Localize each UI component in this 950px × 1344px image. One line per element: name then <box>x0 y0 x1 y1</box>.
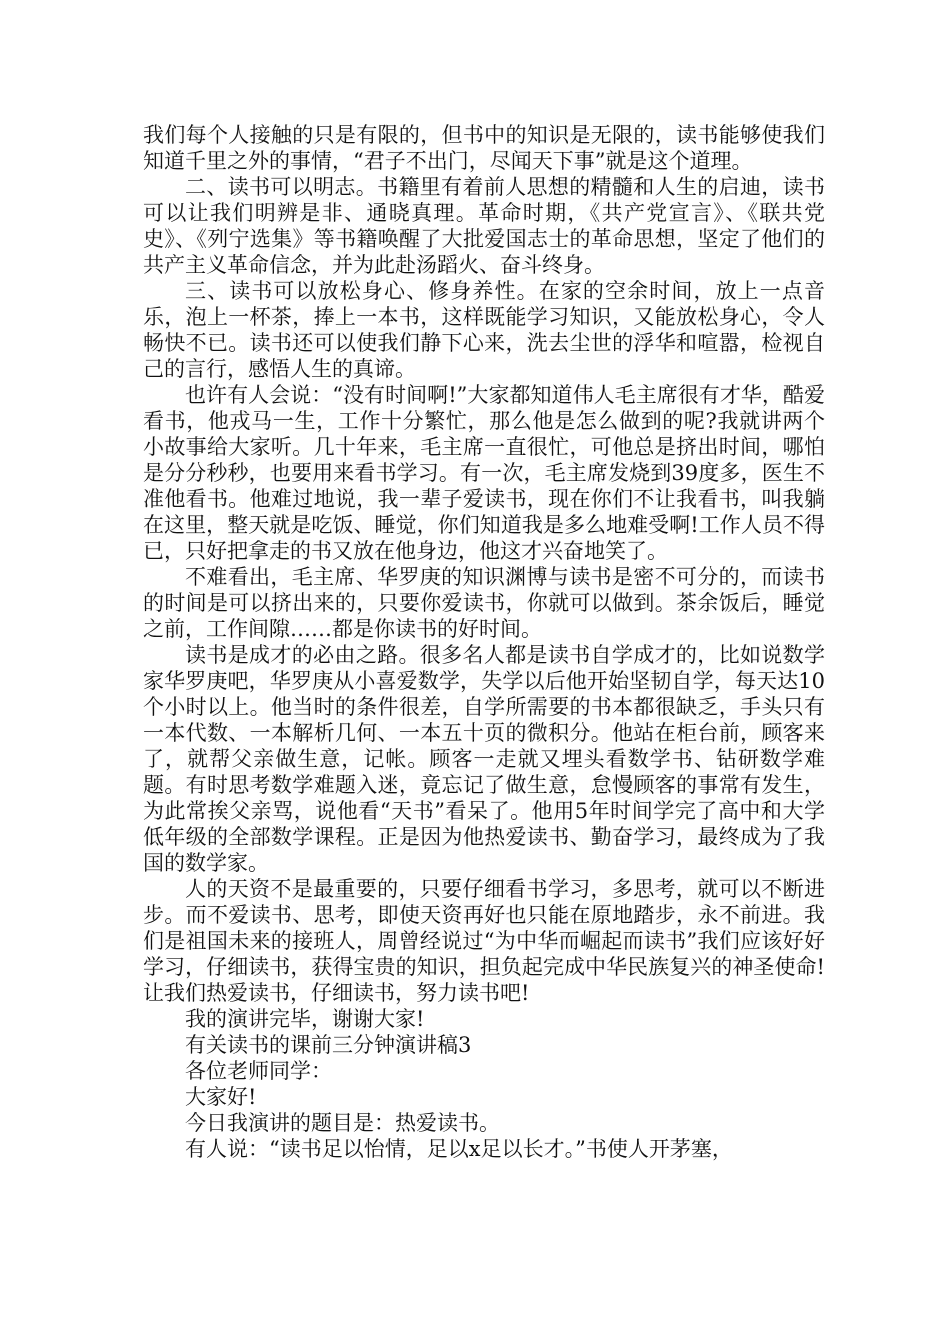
paragraph-point-three: 三、读书可以放松身心、修身养性。在家的空余时间，放上一点音乐，泡上一杯茶，捧上一本书，这样既能学习知识，又能放松身心，令人畅快不已。读书还可以使我们静下心来，洗去尘世的浮华和喧嚣，检视自己的言行，感悟人生的真谛。 <box>143 279 825 381</box>
paragraph-mao-story: 也许有人会说：“没有时间啊!”大家都知道伟人毛主席很有才华，酷爱看书，他戎马一生，工作十分繁忙，那么他是怎么做到的呢?我就讲两个小故事给大家听。几十年来，毛主席一直很忙，可他总是挤出时间，哪怕是分分秒秒，也要用来看书学习。有一次，毛主席发烧到39度多，医生不准他看书。他难过地说，我一辈子爱读书，现在你们不让我看书，叫我躺在这里，整天就是吃饭、睡觉，你们知道我是多么地难受啊!工作人员不得已，只好把拿走的书又放在他身边，他这才兴奋地笑了。 <box>143 383 825 563</box>
paragraph-talent: 人的天资不是最重要的，只要仔细看书学习，多思考，就可以不断进步。而不爱读书、思考，即使天资再好也只能在原地踏步，永不前进。我们是祖国未来的接班人，周曾经说过“为中华而崛起而读书”我们应该好好学习，仔细读书，获得宝贵的知识，担负起完成中华民族复兴的神圣使命!让我们热爱读书，仔细读书，努力读书吧! <box>143 877 825 1005</box>
paragraph-time-squeeze: 不难看出，毛主席、华罗庚的知识渊博与读书是密不可分的，而读书的时间是可以挤出来的，只要你爱读书，你就可以做到。茶余饭后，睡觉之前，工作间隙……都是你读书的好时间。 <box>143 565 825 641</box>
document-body <box>143 122 825 1162</box>
paragraph-point-two: 二、读书可以明志。书籍里有着前人思想的精髓和人生的启迪，读书可以让我们明辨是非、通晓真理。革命时期，《共产党宣言》、《联共党史》、《列宁选集》等书籍唤醒了大批爱国志士的革命思想，坚定了他们的共产主义革命信念，并为此赴汤蹈火、奋斗终身。 <box>143 175 825 277</box>
salutation: 各位老师同学： <box>185 1059 332 1083</box>
paragraph-hua-luogeng: 读书是成才的必由之路。很多名人都是读书自学成才的，比如说数学家华罗庚吧，华罗庚从小喜爱数学，失学以后他开始坚韧自学，每天达10个小时以上。他当时的条件很差，自学所需要的书本都很缺乏，手头只有一本代数、一本解析几何、一本五十页的微积分。他站在柜台前，顾客来了，就帮父亲做生意，记帐。顾客一走就又埋头看数学书、钻研数学难题。有时思考数学难题入迷，竟忘记了做生意，怠慢顾客的事常有发生，为此常挨父亲骂，说他看“天书”看呆了。他用5年时间学完了高中和大学低年级的全部数学课程。正是因为他热爱读书、勤奋学习，最终成为了我国的数学家。 <box>143 643 825 875</box>
paragraph-continuation: 我们每个人接触的只是有限的，但书中的知识是无限的，读书能够使我们知道千里之外的事情，“君子不出门，尽闻天下事”就是这个道理。 <box>143 123 825 173</box>
paragraph-closing: 我的演讲完毕，谢谢大家! <box>185 1007 425 1031</box>
paragraph-quote: 有人说：“读书足以怡情，足以x足以长才。”书使人开茅塞， <box>185 1137 733 1161</box>
greeting: 大家好! <box>185 1085 257 1109</box>
section-heading: 有关读书的课前三分钟演讲稿3 <box>185 1033 472 1057</box>
speech-topic: 今日我演讲的题目是：热爱读书。 <box>185 1111 500 1135</box>
